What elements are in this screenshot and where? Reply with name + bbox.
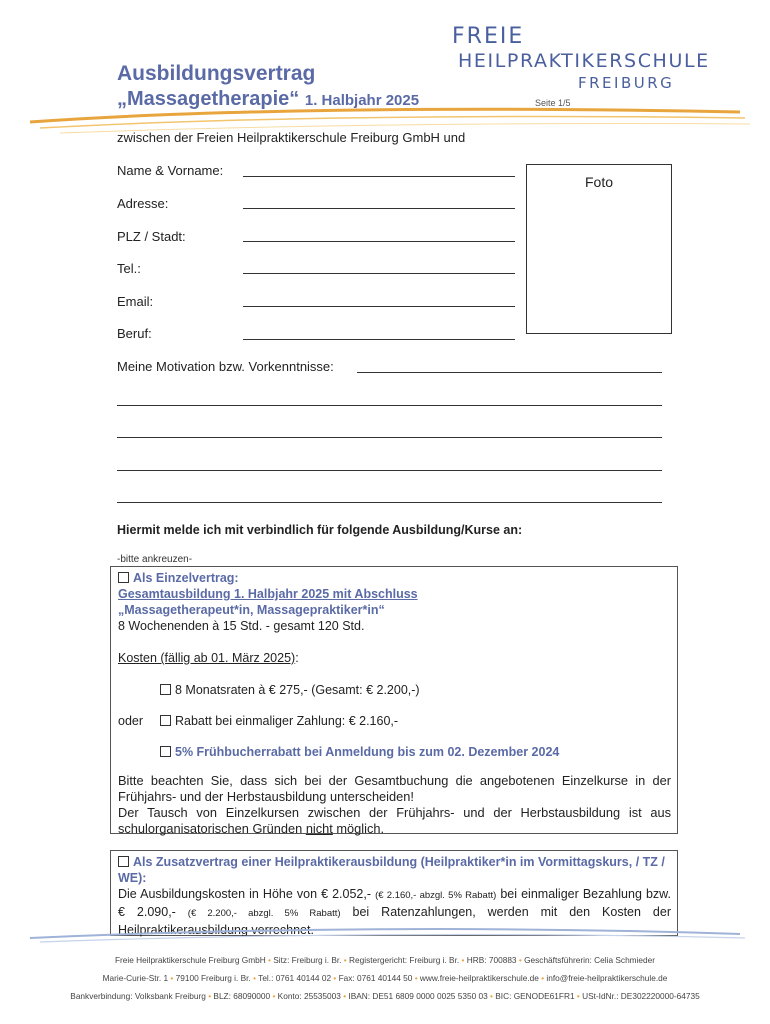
motivation-label: Meine Motivation bzw. Vorkenntnisse: (117, 359, 334, 374)
tick-hint: -bitte ankreuzen- (117, 554, 193, 565)
footer-separator-dot: • (341, 955, 349, 965)
intro-text: zwischen der Freien Heilpraktikerschule Freiburg GmbH und (117, 130, 466, 145)
job-label: Beruf: (117, 326, 152, 341)
course-name: Gesamtausbildung 1. Halbjahr 2025 mit Abschluss (118, 587, 418, 601)
additional-cost-text-c: bei Ratenzahlungen, werden mit den Kosten der Heilpraktikerausbildung verrechnet. (118, 905, 671, 937)
name-field[interactable] (243, 176, 515, 177)
footer-item: BLZ: 68090000 (213, 991, 271, 1001)
footer-separator-dot: • (205, 991, 214, 1001)
subtitle-main: „Massagetherapie“ (117, 88, 300, 110)
additional-cost-detail-a: (€ 2.160,- abzgl. 5% Rabatt) (375, 890, 497, 901)
address-label: Adresse: (117, 196, 169, 211)
footer-item: Fax: 0761 40144 50 (338, 973, 413, 983)
option-additional-heading-row (118, 854, 671, 886)
motivation-field-line-5[interactable] (117, 502, 662, 503)
name-label: Name & Vorname: (117, 163, 224, 178)
footer-item: HRB: 700883 (466, 955, 517, 965)
course-note-1: Bitte beachten Sie, dass sich bei der Gesamtbuchung die angebotenen Einzelkurse in der Frühjahrs- und der Herbstausbildung unterscheiden! (118, 773, 671, 804)
footer-item: 79100 Freiburg i. Br. (175, 973, 251, 983)
footer-separator-dot: • (459, 955, 467, 965)
footer-item: Bankverbindung: Volksbank Freiburg (70, 991, 206, 1001)
footer-item: Konto: 25535003 (277, 991, 341, 1001)
footer-separator-dot: • (574, 991, 583, 1001)
footer-separator-dot: • (538, 973, 547, 983)
footer-item: Registergericht: Freiburg i. Br. (349, 955, 460, 965)
motivation-field-line-2[interactable] (117, 405, 662, 406)
additional-cost-text-a: Die Ausbildungskosten in Höhe von € 2.052,- (118, 887, 372, 901)
footer-item: IBAN: DE51 6809 0000 0025 5350 03 (348, 991, 488, 1001)
tel-label: Tel.: (117, 261, 141, 276)
costs-colon: : (295, 651, 299, 665)
early-bird-option-row (118, 744, 671, 760)
course-duration: 8 Wochenenden à 15 Std. - gesamt 120 Std. (118, 619, 365, 633)
footer-separator-dot: • (331, 973, 339, 983)
option-single-heading: Als Einzelvertrag: (133, 571, 239, 585)
plz-city-field[interactable] (243, 241, 515, 242)
plz-label: PLZ / Stadt: (117, 229, 186, 244)
footer-line-3 (0, 991, 770, 1001)
footer-item: Geschäftsführerin: Celia Schmieder (524, 955, 656, 965)
footer-item: USt-IdNr.: DE302220000-64735 (582, 991, 700, 1001)
costs-label: Kosten (fällig ab 01. März 2025) (118, 651, 296, 665)
footer-separator-dot: • (250, 973, 259, 983)
tel-field[interactable] (243, 273, 515, 274)
rate-checkbox[interactable] (160, 684, 171, 695)
logo-line-2: HEILPRAKTIKERSCHULE (458, 50, 710, 72)
address-field[interactable] (243, 208, 515, 209)
motivation-field-line-1[interactable] (357, 372, 662, 373)
footer-item[interactable]: www.freie-heilpraktikerschule.de (419, 973, 539, 983)
footer-separator-dot: • (487, 991, 496, 1001)
footer-separator-dot: • (516, 955, 525, 965)
course-title: „Massagetherapeut*in, Massagepraktiker*in“ (118, 603, 385, 617)
page-number: Seite 1/5 (535, 98, 571, 108)
motivation-field-line-4[interactable] (117, 470, 662, 471)
rate-option: 8 Monatsraten à € 275,- (Gesamt: € 2.200,-) (175, 683, 420, 697)
email-field[interactable] (243, 306, 515, 307)
note2-emphasis: nicht (305, 821, 333, 836)
footer-item: BIC: GENODE61FR1 (495, 991, 575, 1001)
additional-cost-detail-b: (€ 2.200,- abzgl. 5% Rabatt) (187, 908, 341, 919)
photo-label: Foto (584, 174, 613, 190)
discount-checkbox[interactable] (160, 715, 171, 726)
footer-item: Marie-Curie-Str. 1 (102, 973, 169, 983)
footer-item: Freie Heilpraktikerschule Freiburg GmbH (114, 955, 266, 965)
motivation-field-line-3[interactable] (117, 437, 662, 438)
footer-swoosh-decoration (0, 920, 770, 950)
note2-text: Der Tausch von Einzelkursen zwischen der Frühjahrs- und der Herbstausbildung ist aus schulorganisatorischen Gründen (118, 805, 671, 836)
option-single-checkbox[interactable] (118, 572, 129, 583)
costs-heading-row (118, 650, 671, 666)
job-field[interactable] (243, 339, 515, 340)
footer-item: Tel.: 0761 40144 02 (258, 973, 332, 983)
footer-separator-dot: • (265, 955, 274, 965)
footer-separator-dot: • (340, 991, 349, 1001)
register-heading: Hiermit melde ich mit verbindlich für folgende Ausbildung/Kurse an: (117, 523, 523, 537)
option-additional-heading: Als Zusatzvertrag einer Heilpraktikerausbildung (Heilpraktiker*in im Vormittagskurs, / TZ / WE): (118, 855, 665, 885)
option-single-contract-box (110, 566, 678, 834)
early-bird-option: 5% Frühbucherrabatt bei Anmeldung bis zum 02. Dezember 2024 (175, 745, 560, 759)
footer-separator-dot: • (270, 991, 278, 1001)
course-note-2 (118, 805, 671, 837)
page-title: Ausbildungsvertrag (117, 62, 316, 85)
option-additional-checkbox[interactable] (118, 856, 129, 867)
additional-cost-text-b: bei einmaliger Bezahlung bzw. € 2.090,- (118, 887, 671, 919)
footer-line-1 (0, 955, 770, 965)
email-label: Email: (117, 294, 154, 309)
footer-separator-dot: • (168, 973, 176, 983)
early-bird-checkbox[interactable] (160, 746, 171, 757)
footer-separator-dot: • (412, 973, 420, 983)
or-label: oder (118, 714, 144, 728)
logo-line-3: FREIBURG (578, 74, 675, 92)
discount-option: Rabatt bei einmaliger Zahlung: € 2.160,- (175, 714, 399, 728)
logo-line-1: FREIE (452, 24, 525, 49)
footer-item: Sitz: Freiburg i. Br. (273, 955, 342, 965)
subtitle-term: 1. Halbjahr 2025 (304, 92, 420, 109)
discount-option-row (118, 713, 671, 729)
rate-option-row (118, 682, 671, 698)
option-single-heading-row (118, 570, 671, 586)
footer-item[interactable]: info@freie-heilpraktikerschule.de (546, 973, 668, 983)
photo-box[interactable] (526, 164, 672, 334)
note2-end: möglich. (332, 821, 385, 836)
footer-line-2 (0, 973, 770, 983)
